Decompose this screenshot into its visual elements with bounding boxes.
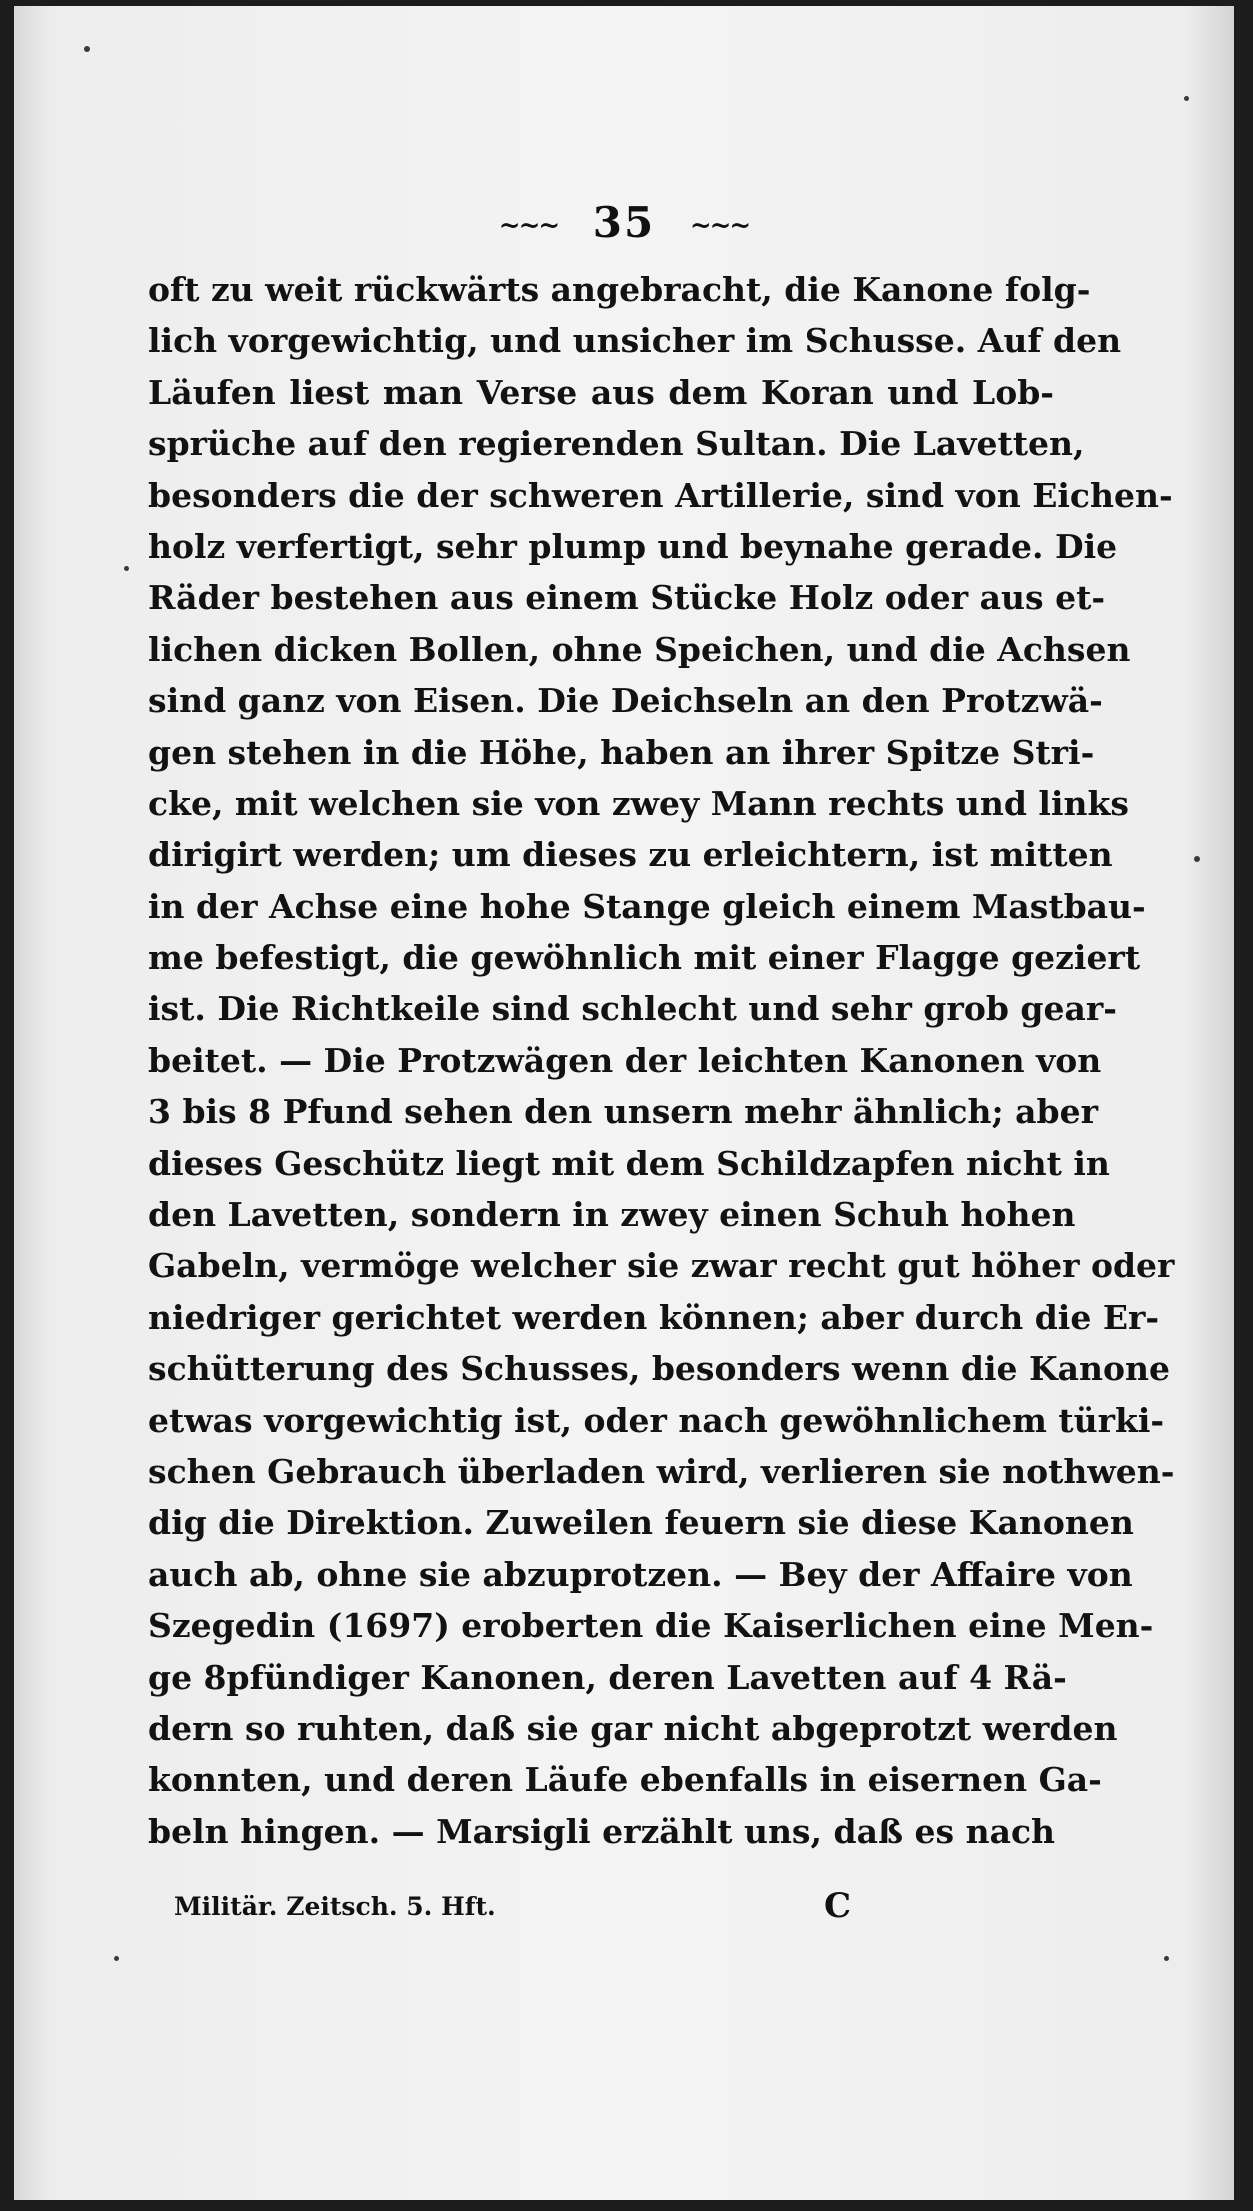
text-line: Räder bestehen aus einem Stücke Holz oder aus et-	[148, 578, 1106, 618]
text-line: dirigirt werden; um dieses zu erleichtern, ist mitten	[148, 835, 1113, 875]
text-line: schen Gebrauch überladen wird, verlieren sie nothwen-	[148, 1451, 1175, 1491]
text-line: Läufen liest man Verse aus dem Koran und Lob-	[148, 372, 1054, 412]
text-line: in der Achse eine hohe Stange gleich einem Mastbau-	[148, 886, 1146, 926]
text-line: dig die Direktion. Zuweilen feuern sie diese Kanonen	[148, 1503, 1134, 1543]
scan-speck	[1184, 96, 1189, 101]
scan-speck	[1194, 856, 1200, 862]
scan-speck	[84, 46, 90, 52]
scan-speck	[1164, 1956, 1169, 1961]
book-page	[14, 6, 1234, 2200]
text-line: besonders die der schweren Artillerie, sind von Eichen-	[148, 475, 1173, 515]
text-line: Gabeln, vermöge welcher sie zwar recht gut höher oder	[148, 1246, 1175, 1286]
text-line: sind ganz von Eisen. Die Deichseln an den Protzwä-	[148, 681, 1103, 721]
text-line: beln hingen. — Marsigli erzählt uns, daß es nach	[148, 1811, 1056, 1851]
text-line: lich vorgewichtig, und unsicher im Schusse. Auf den	[148, 321, 1122, 361]
text-line: schütterung des Schusses, besonders wenn die Kanone	[148, 1349, 1171, 1389]
text-line: oft zu weit rückwärts angebracht, die Kanone folg-	[148, 270, 1091, 309]
text-line: dern so ruhten, daß sie gar nicht abgeprotzt werden	[148, 1708, 1118, 1748]
page-footer	[174, 1886, 1054, 1930]
text-line: ist. Die Richtkeile sind schlecht und sehr grob gear-	[148, 989, 1117, 1029]
text-line: auch ab, ohne sie abzuprotzen. — Bey der Affaire von	[148, 1554, 1133, 1594]
signature-letter: C	[824, 1886, 852, 1926]
text-line: gen stehen in die Höhe, haben an ihrer Spitze Stri-	[148, 732, 1095, 772]
text-line: holz verfertigt, sehr plump und beynahe gerade. Die	[148, 526, 1118, 566]
header-ornament-right: ~~~	[689, 211, 750, 241]
text-line: beitet. — Die Protzwägen der leichten Kanonen von	[148, 1040, 1102, 1080]
signature-mark: Militär. Zeitsch. 5. Hft.	[174, 1892, 496, 1921]
text-line: konnten, und deren Läufe ebenfalls in eisernen Ga-	[148, 1760, 1102, 1800]
header-ornament-left: ~~~	[498, 211, 559, 241]
text-line: Szegedin (1697) eroberten die Kaiserlichen eine Men-	[148, 1606, 1154, 1646]
text-line: etwas vorgewichtig ist, oder nach gewöhnlichem türki-	[148, 1400, 1165, 1440]
text-line: den Lavetten, sondern in zwey einen Schuh hohen	[148, 1195, 1076, 1235]
scan-speck	[124, 566, 129, 571]
page-header	[14, 198, 1234, 247]
page-number: 35	[592, 198, 656, 247]
page-body-text	[148, 264, 1175, 1857]
text-line: me befestigt, die gewöhnlich mit einer Flagge geziert	[148, 938, 1141, 978]
text-line: dieses Geschütz liegt mit dem Schildzapfen nicht in	[148, 1143, 1110, 1183]
text-line: ge 8pfündiger Kanonen, deren Lavetten auf 4 Rä-	[148, 1657, 1067, 1697]
text-line: lichen dicken Bollen, ohne Speichen, und die Achsen	[148, 629, 1131, 669]
scan-speck	[114, 1956, 119, 1961]
text-line: sprüche auf den regierenden Sultan. Die Lavetten,	[148, 424, 1085, 464]
text-line: 3 bis 8 Pfund sehen den unsern mehr ähnlich; aber	[148, 1092, 1098, 1132]
text-line: niedriger gerichtet werden können; aber durch die Er-	[148, 1297, 1160, 1337]
text-line: cke, mit welchen sie von zwey Mann rechts und links	[148, 783, 1129, 823]
